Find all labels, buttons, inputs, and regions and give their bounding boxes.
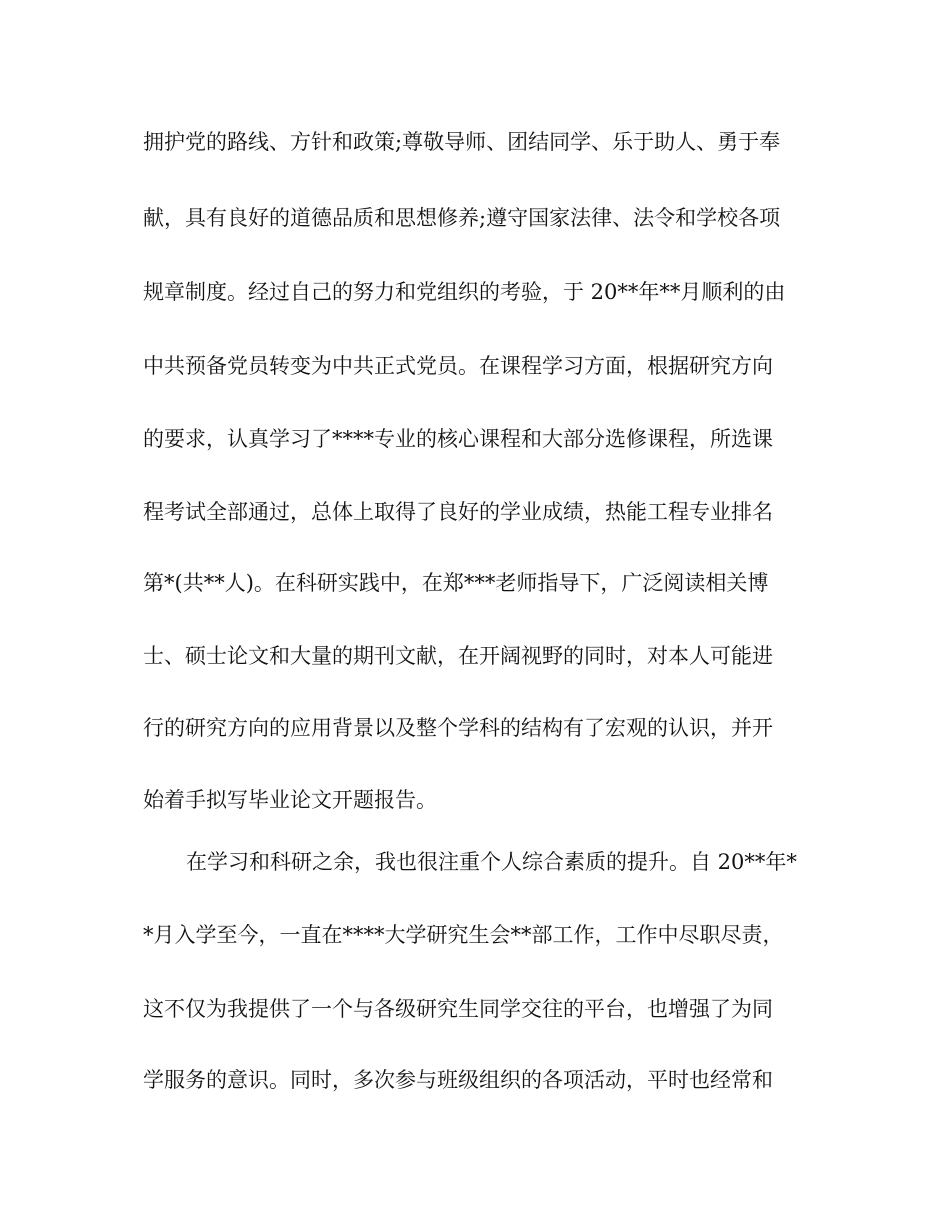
text-line: 始着手拟写毕业论文开题报告。 [143, 788, 437, 812]
text-line: 中共预备党员转变为中共正式党员。在课程学习方面，根据研究方向 [143, 354, 773, 378]
text-line: 规章制度。经过自己的努力和党组织的考验，于 20**年**月顺利的由 [143, 280, 786, 304]
text-line: 这不仅为我提供了一个与各级研究生同学交往的平台，也增强了为同 [143, 997, 773, 1021]
text-line: 的要求，认真学习了****专业的核心课程和大部分选修课程，所选课 [143, 427, 773, 451]
text-line: 士、硕士论文和大量的期刊文献，在开阔视野的同时，对本人可能进 [143, 644, 773, 668]
text-line: 学服务的意识。同时，多次参与班级组织的各项活动，平时也经常和 [143, 1068, 773, 1092]
text-line: 第*(共**人)。在科研实践中，在郑***老师指导下，广泛阅读相关博 [143, 571, 769, 595]
text-line: 拥护党的路线、方针和政策;尊敬导师、团结同学、乐于助人、勇于奉 [143, 130, 781, 154]
text-line: *月入学至今，一直在****大学研究生会**部工作，工作中尽职尽责， [143, 923, 784, 947]
text-line: 程考试全部通过，总体上取得了良好的学业成绩，热能工程专业排名 [143, 500, 773, 524]
paragraph-first-line: 在学习和科研之余，我也很注重个人综合素质的提升。自 20**年* [186, 850, 797, 874]
text-line: 行的研究方向的应用背景以及整个学科的结构有了宏观的认识，并开 [143, 716, 773, 740]
text-line: 献，具有良好的道德品质和思想修养;遵守国家法律、法令和学校各项 [143, 206, 781, 230]
